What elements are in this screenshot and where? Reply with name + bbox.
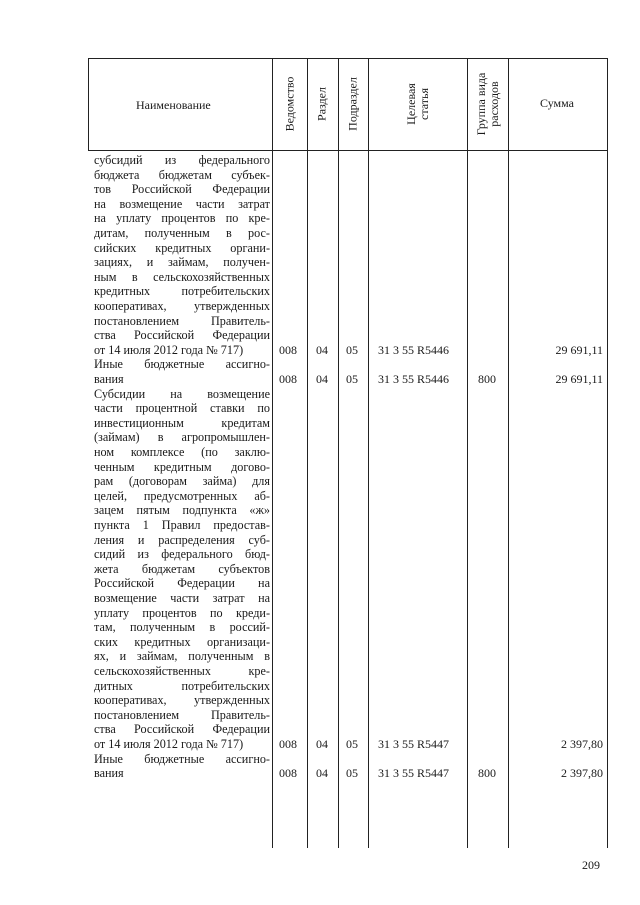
cell-summa: 29 691,11 <box>555 342 603 357</box>
row-name-line: дитных потребительских <box>94 678 270 693</box>
row-name-line: инвестиционным кредитам <box>94 415 270 430</box>
header-celevaya-line1: Целевая <box>404 83 418 125</box>
row-name-line: от 14 июля 2012 года № 717) <box>94 342 244 357</box>
header-bottom-border <box>88 150 608 151</box>
cell-celevaya: 31 3 55 R5447 <box>378 737 450 751</box>
cell-razdel: 04 <box>316 372 328 386</box>
table-top-border <box>88 58 608 59</box>
row-name-line: ства Российской Федерации <box>94 722 270 737</box>
header-razdel: Раздел <box>314 87 329 121</box>
row-name-line: кооперативах, утвержденных <box>94 299 270 313</box>
cell-vedomstvo: 008 <box>279 372 297 386</box>
header-vedomstvo: Ведомство <box>282 76 297 132</box>
header-summa: Сумма <box>540 96 574 110</box>
row-name-line: на уплату процентов по кре- <box>94 211 270 226</box>
row-name-line: тов Российской Федерации <box>94 182 270 197</box>
row-name-line: там, полученным в россий- <box>94 620 270 635</box>
cell-razdel: 04 <box>316 766 328 781</box>
cell-gruppa: 800 <box>478 372 496 386</box>
row-name-line: кредитных потребительских <box>94 284 270 299</box>
row-name-line: Иные бюджетные ассигно- <box>94 751 270 766</box>
column-divider-celevaya <box>467 58 468 848</box>
row-name-line: Иные бюджетные ассигно- <box>94 357 270 372</box>
table-right-border <box>607 58 608 848</box>
row-name-line: сидий из федерального бюд- <box>94 547 270 562</box>
cell-podrazdel: 05 <box>346 342 358 357</box>
row-name-line: жета бюджетам субъектов <box>94 561 270 576</box>
row-name-line: дитам, полученным в рос- <box>94 226 270 240</box>
cell-podrazdel: 05 <box>346 372 358 386</box>
header-gruppa <box>475 73 501 136</box>
row-name-line: Российской Федерации на <box>94 576 270 591</box>
column-divider-ved <box>307 58 308 848</box>
cell-vedomstvo: 008 <box>279 737 297 751</box>
header-gruppa-line2: расходов <box>487 81 501 127</box>
row-name-line: на возмещение части затрат <box>94 196 270 211</box>
cell-podrazdel: 05 <box>346 737 358 751</box>
cell-summa: 2 397,80 <box>561 737 603 751</box>
row-name-line: ченным кредитным догово- <box>94 459 270 474</box>
row-name-line: (займам) в агропромышлен- <box>94 430 270 445</box>
row-name-line: постановлением Правитель- <box>94 707 270 722</box>
row-name-line: постановлением Правитель- <box>94 313 270 328</box>
column-divider-razdel <box>338 58 339 848</box>
column-divider-gruppa <box>508 58 509 848</box>
row-name-line: вания <box>94 766 124 781</box>
cell-razdel: 04 <box>316 342 328 357</box>
row-name-line: сийских кредитных органи- <box>94 240 270 255</box>
row-name-line: сельскохозяйственных кре- <box>94 664 270 678</box>
cell-vedomstvo: 008 <box>279 342 297 357</box>
row-name-line: части процентной ставки по <box>94 401 270 416</box>
table-left-border <box>88 58 89 151</box>
cell-celevaya: 31 3 55 R5446 <box>378 342 450 357</box>
cell-vedomstvo: 008 <box>279 766 297 781</box>
header-gruppa-line1: Группа вида <box>474 72 488 136</box>
row-name-line: пункта 1 Правил предостав- <box>94 518 270 532</box>
header-celevaya-line2: статья <box>417 88 431 120</box>
row-name-line: возмещение части затрат на <box>94 591 270 605</box>
header-podrazdel: Подраздел <box>345 77 360 131</box>
row-name-line: целей, предусмотренных аб- <box>94 488 270 503</box>
row-name-line: ления и распределения суб- <box>94 532 270 547</box>
row-name-line: Субсидии на возмещение <box>94 386 270 401</box>
row-name-line: вания <box>94 372 124 386</box>
header-name: Наименование <box>136 98 211 112</box>
header-celevaya <box>405 83 431 125</box>
row-name-line: ях, и займам, полученным в <box>94 649 270 664</box>
cell-podrazdel: 05 <box>346 766 358 781</box>
row-name-line: зациях, и займам, получен- <box>94 255 270 270</box>
cell-summa: 29 691,11 <box>555 372 603 386</box>
cell-summa: 2 397,80 <box>561 766 603 781</box>
row-name-line: кооперативах, утвержденных <box>94 693 270 708</box>
cell-celevaya: 31 3 55 R5446 <box>378 372 450 386</box>
row-name-line: рам (договорам займа) для <box>94 474 270 489</box>
page-number: 209 <box>582 858 600 872</box>
cell-razdel: 04 <box>316 737 328 751</box>
row-name-line: бюджета бюджетам субъек- <box>94 167 270 182</box>
row-name-line: ства Российской Федерации <box>94 328 270 343</box>
cell-celevaya: 31 3 55 R5447 <box>378 766 450 781</box>
row-name-line: уплату процентов по креди- <box>94 605 270 620</box>
row-name-line: от 14 июля 2012 года № 717) <box>94 737 244 751</box>
column-divider-name <box>272 58 273 848</box>
column-divider-podrazdel <box>368 58 369 848</box>
row-name-line: ских кредитных организаци- <box>94 634 270 649</box>
row-name-line: субсидий из федерального <box>94 153 270 167</box>
row-name-line: зацем пятым подпункта «ж» <box>94 503 270 518</box>
cell-gruppa: 800 <box>478 766 496 781</box>
row-name-line: ным в сельскохозяйственных <box>94 269 270 284</box>
row-name-line: ном комплексе (по заклю- <box>94 445 270 459</box>
